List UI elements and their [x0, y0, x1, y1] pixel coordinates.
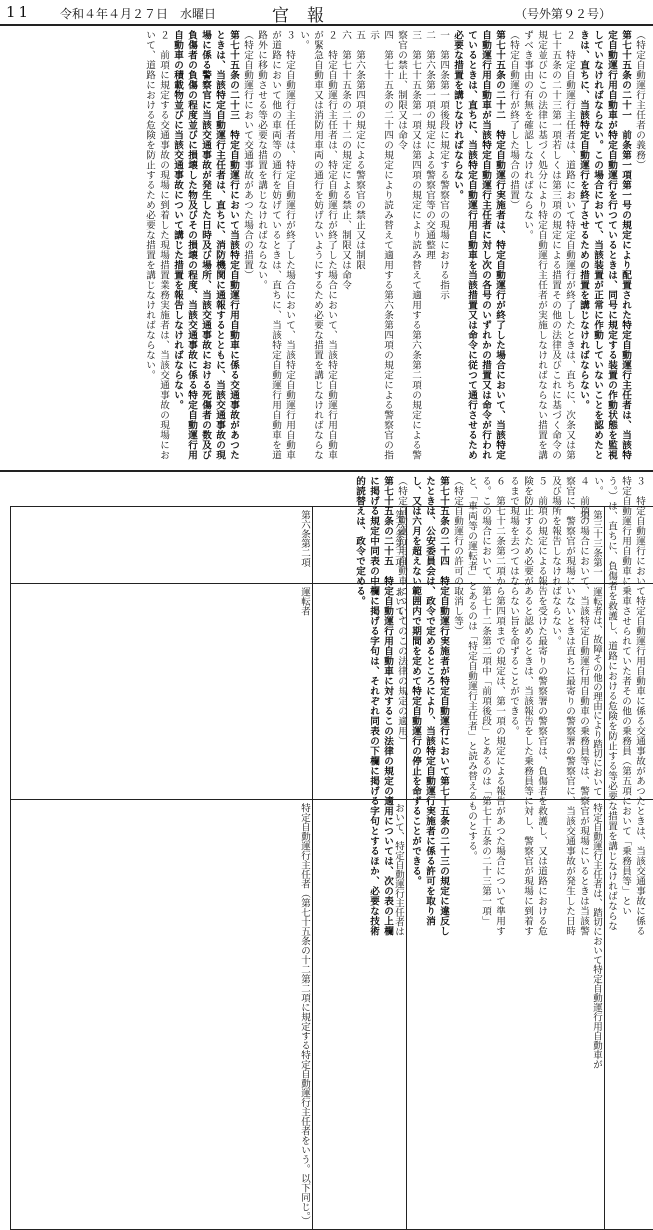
list-item: 五 第六条第四項の規定による警察官の禁止又は制限 [352, 30, 366, 467]
page-header [0, 0, 653, 26]
issue-date: 令和４年４月２７日 水曜日 [60, 5, 216, 22]
paragraph: ４ 前項の場合において、当該特定自動運行用自動車の乗務員等は、警察官が現場にいるときは当該警察官に、警察官が現場にいないときは直ちに最寄りの警察署の警察官に、当該交通事故が発生した日時及び場所を報告しなければならない。 [548, 476, 590, 936]
table-cell: 第六条第二項 [11, 507, 313, 584]
table-cell: おいて、 [313, 584, 407, 800]
table-cell: 特定自動運行主任者（第七十五条の十二第二項に規定する特定自動運行主任者をいう。以下同じ。） [11, 800, 313, 1230]
table-cell [605, 584, 653, 800]
paragraph: ５ 前項の規定による報告を受けた最寄りの警察署の警察官は、負傷者を救護し、又は道路における危険を防止するため必要があると認めるときは、当該報告をした乗務員等に対し、警察官が現場に到着するまで現場を去つてはならない旨を命ずることができる。 [506, 476, 548, 936]
paragraph: （特定自動運行が終了した場合の措置） [506, 30, 520, 467]
table-row [11, 800, 653, 1230]
paragraph: ２ 特定自動運行主任者は、道路において特定自動運行が終了したときは、直ちに、次条又は第七十五条の二十三第一項若しくは第三項の規定による措置その他の法律及びこれに基づく命令の規定並びにこの法律に基づく処分により特定自動運行主任者が実施しなければならない措置を講ずべき事由の有無を確認しなければならない。 [520, 30, 576, 467]
page-number: 11 [6, 3, 31, 21]
list-item: 六 第七十五条の二十二の規定による禁止、制限又は命令 [338, 30, 352, 467]
table-cell [605, 507, 653, 584]
table-cell [605, 800, 653, 1230]
upper-article-text [8, 30, 646, 467]
article-heading: 第七十五条の二十一 前条第一項第一号の規定により配置された特定自動運行主任者は、当該特定自動運行用自動車が特定自動運行を行つているときは、同号に規定する装置の作動状態を監視していなければならない。この場合において、当該装置が正常に作動していないことを認めたときは、直ちに、当該特定自動運行を終了させるための措置を講じなければならない。 [576, 30, 632, 467]
paragraph: （特定自動運行の許可の取消し等） [450, 476, 464, 936]
paragraph: ２ 前項に規定する交通事故の現場に到着した現場措置業務実施者は、当該交通事故の現場において、道路における危険を防止するため必要な措置を講じなければならない。 [142, 30, 170, 467]
list-item: 四 第七十五条の二十四の規定により読み替えて適用する第六条第四項の規定による警察官の指示 [366, 30, 394, 467]
list-item: 二 第六条第一項の規定による警察官等の交通整理 [422, 30, 436, 467]
paragraph: （特定自動運行主任者の義務） [632, 30, 646, 467]
article-heading: 第七十五条の二十四 特定自動運行実施者が特定自動運行において第七十五条の二十三の規定に違反したときは、公安委員会は、政令で定めるところにより、当該特定自動運行実施者に係る許可を取り消し、又は六月を超えない範囲内で期間を定めて特定自動運行の停止を命ずることができる。 [408, 476, 450, 936]
paragraph: ３ 特定自動運行主任者は、特定自動運行が終了した場合において、当該特定自動運行用自動車が道路において他の車両等の通行を妨げているときは、直ちに、当該特定自動運行用自動車を道路外に移動させる等必要な措置を講じなければならない。 [254, 30, 296, 467]
table-cell: おいて、特定自動運行主任者は [313, 800, 407, 1230]
table-cell: 運転者は、故障その他の理由により踏切において [407, 584, 605, 800]
table-row [11, 507, 653, 584]
table-cell: 第三十三条第一項 [407, 507, 605, 584]
table-cell: 運転者 [11, 584, 313, 800]
issue-number: （号外第９２号） [515, 5, 611, 22]
paragraph: ２ 特定自動運行主任者は、特定自動運行が終了した場合において、当該特定自動運行用自動車が緊急自動車又は消防用車両の通行を妨げないようにするため必要な措置を講じなければならない。 [296, 30, 338, 467]
substitution-table [10, 506, 653, 1230]
paragraph: （特定自動運行において交通事故があつた場合の措置） [240, 30, 254, 467]
article-heading: 第七十五条の二十三 特定自動運行において当該特定自動運行用自動車に係る交通事故があつたときは、当該特定自動運行主任者は、直ちに、消防機関に通報するとともに、当該交通事故の現場に係る警察官に当該交通事故が発生した日時及び場所、当該交通事故における死傷者の数及び負傷者の負傷の程度並びに損壊した物及びその損壊の程度、当該交通事故に係る特定自動運行用自動車の積載物並びに当該交通事故について講じた措置を報告しなければならない。 [170, 30, 240, 467]
publication-title: 官報 [272, 1, 342, 26]
table-row [11, 584, 653, 800]
article-heading: 第七十五条の二十二 特定自動運行実施者は、特定自動運行が終了した場合において、当該特定自動運行用自動車が当該特定自動運行主任者に対し次の各号のいずれかの措置又は命令が行われているときは、直ちに、当該特定自動運行用自動車を当該措置又は命令に従つて通行させるため必要な措置を講じなければならない。 [450, 30, 506, 467]
table-cell: 第六条第三項 [313, 507, 407, 584]
list-item: 三 第七十五条第一項又は第四項の規定により読み替えて適用する第六条第二項の規定による警察官の禁止、制限又は命令 [394, 30, 422, 467]
table-cell: 特定自動運行主任者は、踏切において特定自動運行用自動車が [407, 800, 605, 1230]
paragraph: ３ 特定自動運行において特定自動運行用自動車に係る交通事故があつたときは、当該交通事故に係る特定自動運行用自動車に乗車させられていた者その他の乗務員（第五項において「乗務員等」という。）は、直ちに、負傷者を救護し、道路における危険を防止する等必要な措置を講じなければならない。 [590, 476, 646, 936]
paragraph: ６ 第七十二条第二項から第四項までの規定は、第一項の規定による報告があつた場合について準用する。この場合において、第七十二条第二項中「前項後段」とあるのは「第七十五条の二十三第一項」と、「車両等の運転者」とあるのは「特定自動運行主任者」と読み替えるものとする。 [464, 476, 506, 936]
article-heading: 第七十五条の二十五 特定自動運行用自動車に対するこの法律の規定の適用については、次の表の上欄に掲げる規定中同表の中欄に掲げる字句は、それぞれ同表の下欄に掲げる字句とするほか、必要な技術的読替えは、政令で定める。 [352, 476, 394, 936]
list-item: 一 第四条第一項後段に規定する警察官の現場における指示 [436, 30, 450, 467]
section-divider [0, 470, 653, 472]
paragraph: （特定自動運行用自動車についてのこの法律の規定の適用） [394, 476, 408, 936]
